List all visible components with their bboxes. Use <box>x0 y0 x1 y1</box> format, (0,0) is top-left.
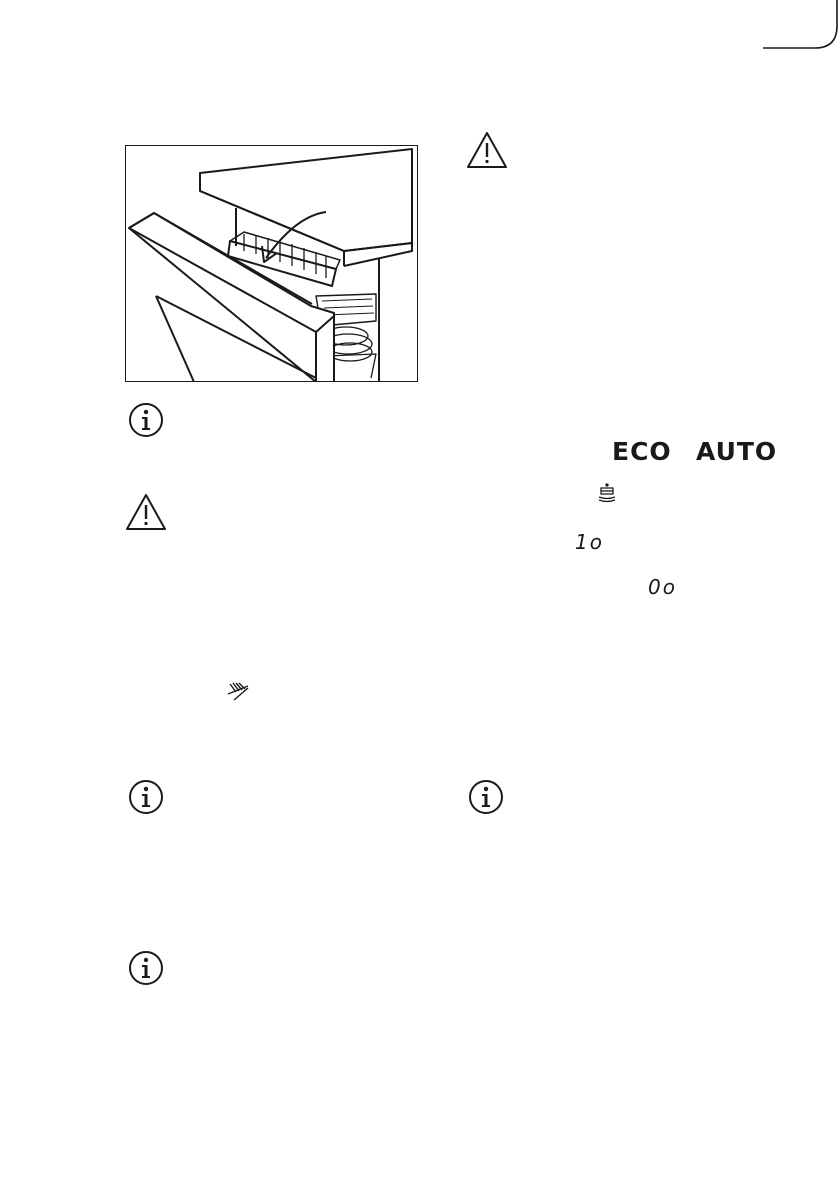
info-icon <box>128 779 164 815</box>
info-icon <box>128 402 164 438</box>
spray-arm-icon <box>226 682 250 702</box>
dishwasher-door-open-icon <box>126 146 418 382</box>
warning-triangle-icon <box>125 493 167 531</box>
level-display-2: 0o <box>648 575 677 599</box>
corner-cut-mark-icon <box>763 0 839 52</box>
eco-label: ECO <box>612 437 672 466</box>
dishwasher-illustration <box>125 145 418 382</box>
dishes-icon <box>596 483 618 503</box>
info-icon <box>128 950 164 986</box>
warning-triangle-icon <box>466 131 508 169</box>
auto-label: AUTO <box>696 437 778 466</box>
info-icon <box>468 779 504 815</box>
level-display-1: 1o <box>575 530 604 554</box>
